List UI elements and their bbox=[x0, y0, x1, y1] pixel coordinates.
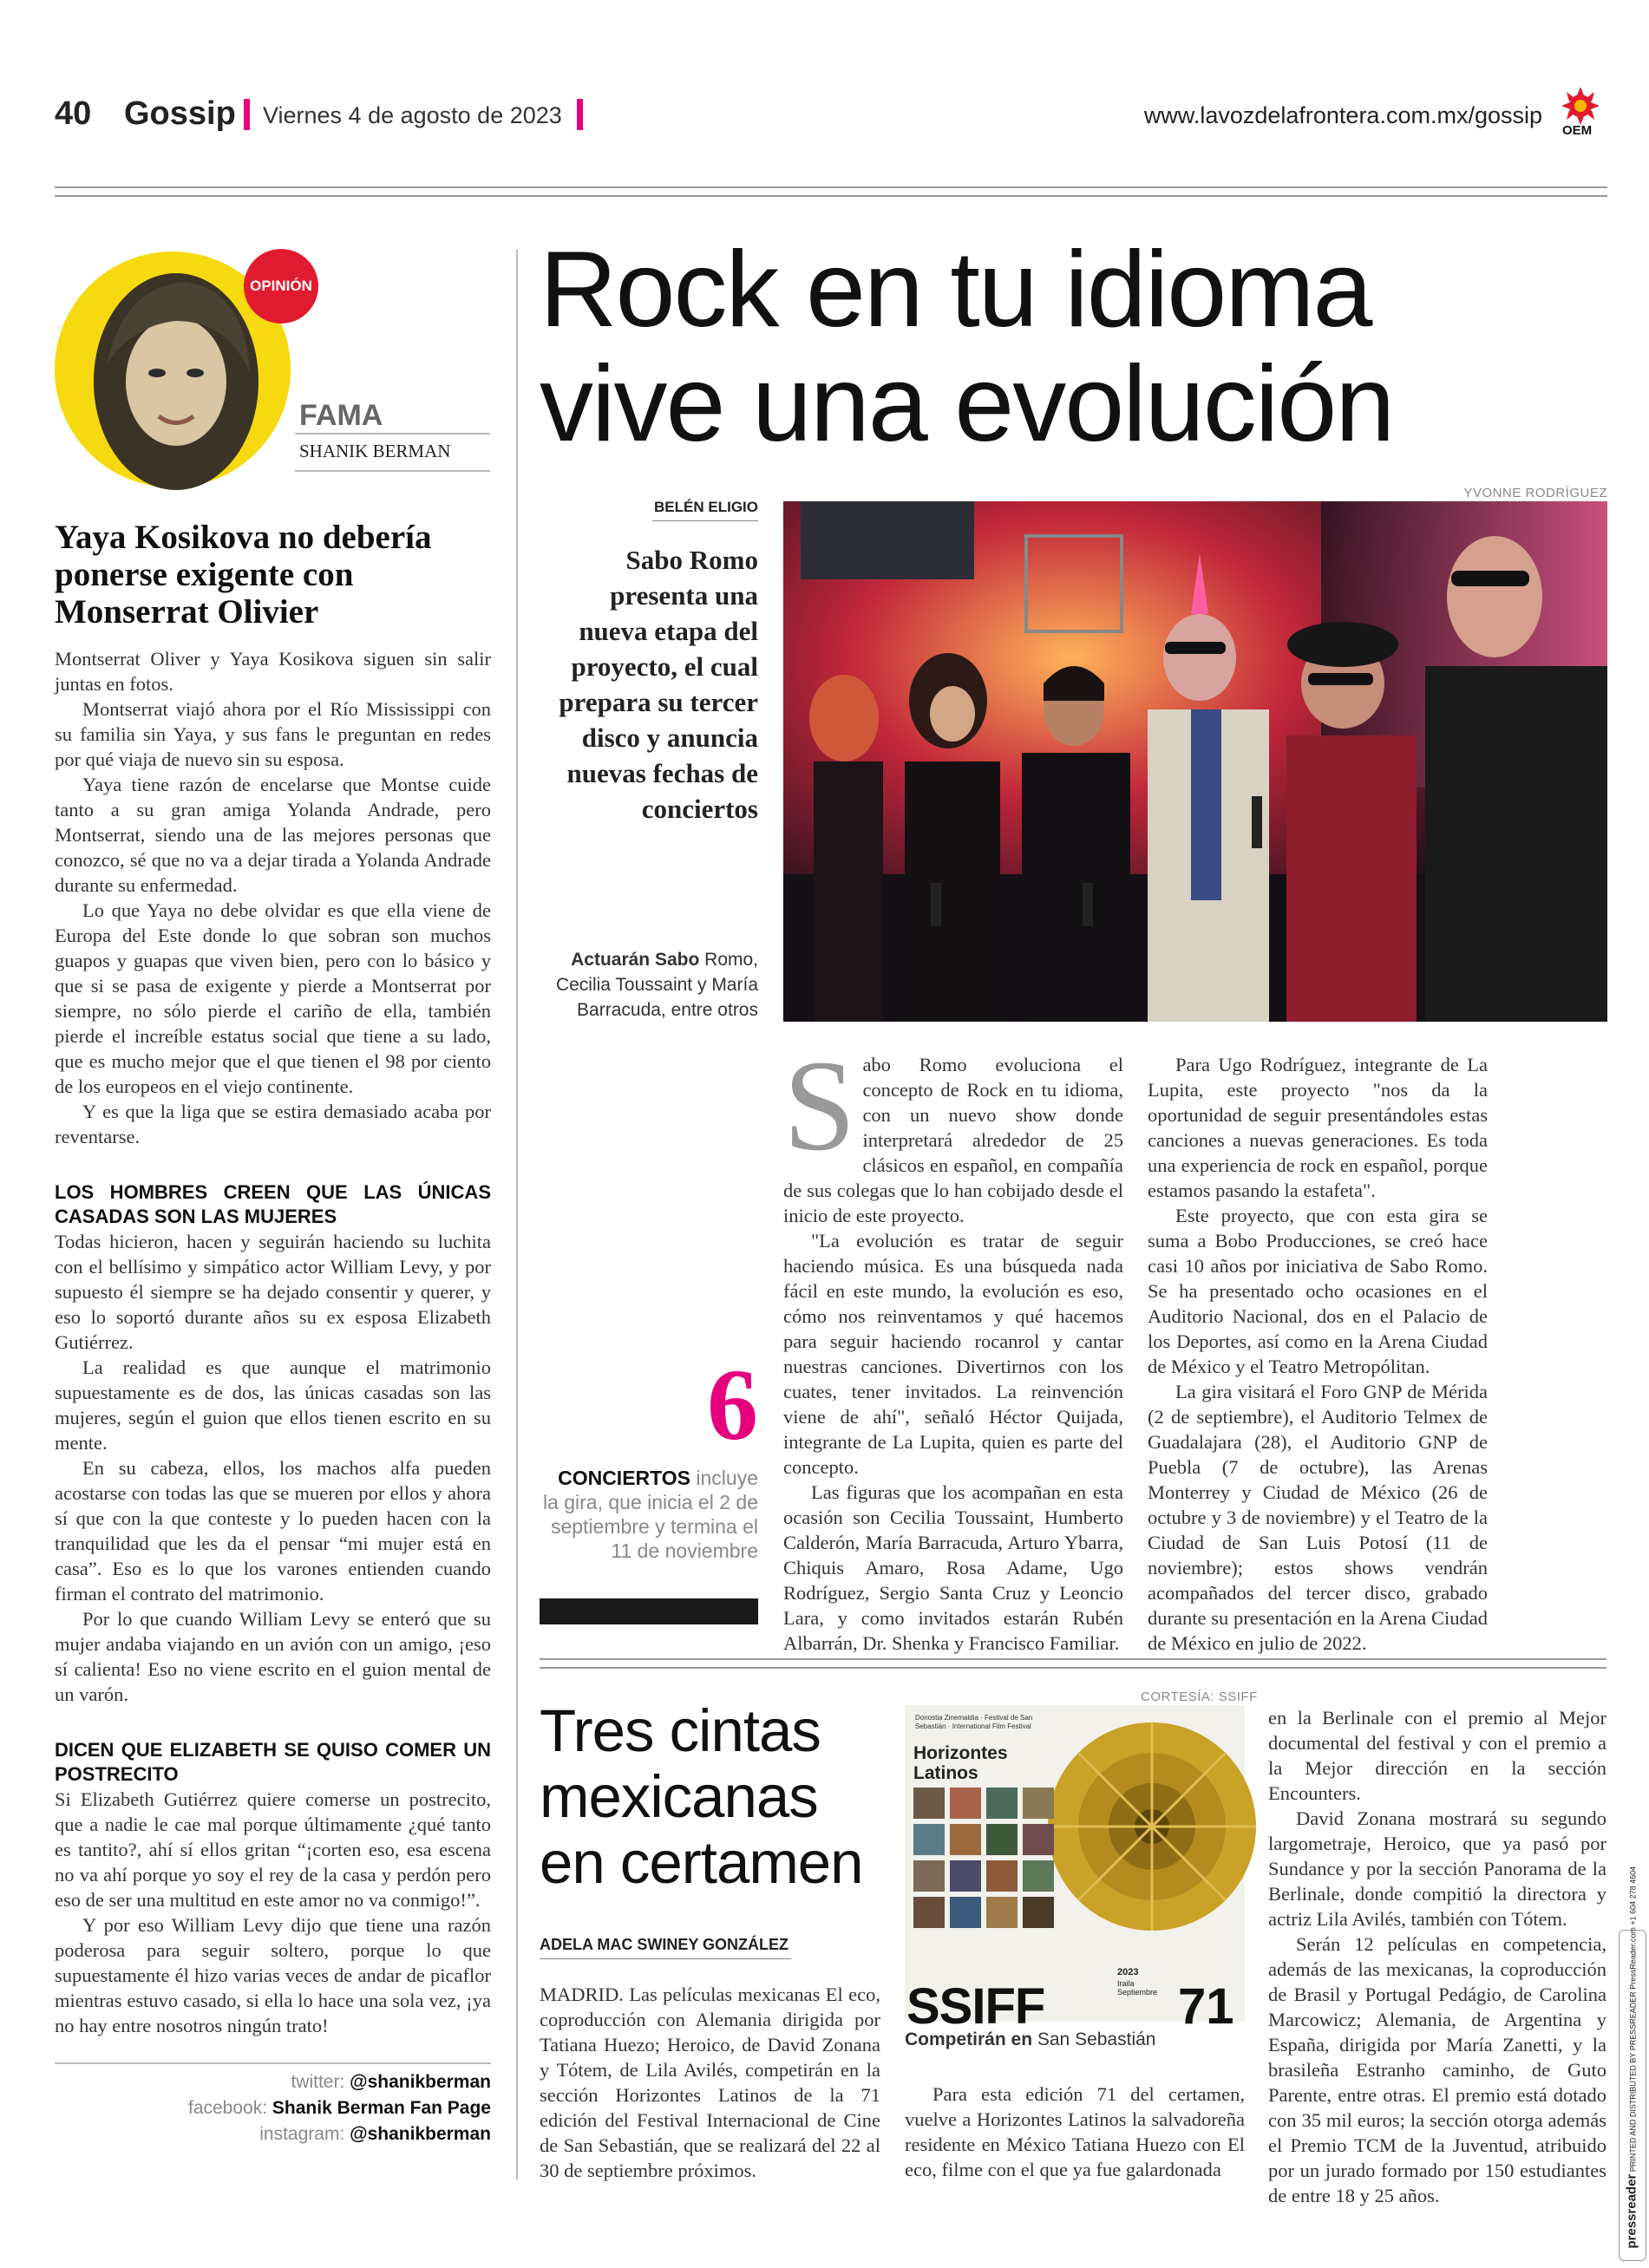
second-paragraph: MADRID. Las películas mexicanas El eco, coproducción con Alemania dirigida por Tatiana Huezo; Heroico, de David Zonana y Tótem, de Lila Avilés, competirán en la sección Horizontes Latinos de la 71 edición del Festival Internacional de Cine de San Sebastián, que se realizará del 22 al 30 de septiembre próximos. bbox=[540, 1984, 880, 2181]
poster-caption-bold: Competirán en bbox=[905, 2029, 1033, 2049]
pressreader-brand: pressreader bbox=[1624, 2173, 1639, 2249]
oem-logo bbox=[1554, 85, 1607, 139]
main-body-col-2 bbox=[1148, 1052, 1488, 1656]
drop-cap: S bbox=[783, 1034, 856, 1178]
opinion-section-1 bbox=[55, 646, 491, 1149]
main-paragraph: "La evolución es tratar de seguir haciendo música. Es una búsqueda nada fácil en este mundo, la evolución es eso, cómo nos reinventamos y qué hacemos para seguir haciendo rocanrol y cantar nuestras canciones. Divertirnos con los cuates, tener invitados. La reinvención viene de ahí", señaló Héctor Quijada, integrante de La Lupita, quien es parte del concepto. bbox=[783, 1230, 1123, 1478]
social-facebook[interactable] bbox=[55, 2095, 491, 2121]
header-rule-bottom bbox=[55, 195, 1607, 197]
opinion-badge-label: OPINIÓN bbox=[250, 278, 312, 294]
poster-caption-text: San Sebastián bbox=[1032, 2029, 1156, 2049]
pressreader-line-2: PressReader.com +1 604 278 4604 bbox=[1628, 1866, 1638, 1990]
main-headline bbox=[540, 230, 1606, 464]
poster-dates: Iraila Septiembre bbox=[1117, 1979, 1158, 1997]
main-photo-credit: YVONNE RODRÍGUEZ bbox=[1463, 486, 1607, 500]
column-divider bbox=[516, 250, 518, 2180]
second-byline-rule bbox=[540, 1958, 791, 1959]
issue-date: Viernes 4 de agosto de 2023 bbox=[263, 102, 562, 128]
second-byline: ADELA MAC SWINEY GONZÁLEZ bbox=[540, 1936, 789, 1953]
opinion-paragraph: Por lo que cuando William Levy se enteró que su mujer andaba viajando en un avión con un amigo, ¡eso sí calienta! Eso no viene escrito en el guion mental de un varón. bbox=[55, 1608, 491, 1705]
social-links bbox=[55, 2069, 491, 2147]
story-rule-bottom bbox=[540, 1667, 1606, 1669]
stat-text bbox=[540, 1466, 758, 1563]
second-photo-credit: CORTESÍA: SSIFF bbox=[1141, 1690, 1258, 1704]
main-paragraph: Las figuras que los acompañan en esta ocasión son Cecilia Toussaint, Humberto Calderón, María Barracuda, Arturo Ybarra, Chiquis Amaro, Rosa Adame, Ugo Rodríguez, Sergio Santa Cruz y Leoncio Lara, y como invitados estarán Rubén Albarrán, Dr. Shenka y Francisco Familiar. bbox=[783, 1481, 1123, 1654]
oem-logo-text: OEM bbox=[1562, 123, 1593, 138]
opinion-paragraph: En su cabeza, ellos, los machos alfa pueden acostarse con todas las que se mueren por ellos y ahora sí que con la que conteste y lo pueden hacen con la tranquilidad que les da el pensar “mi mujer está en casa”. Eso es lo que los varones entienden cuando firman el contrato del matrimonio. bbox=[55, 1457, 491, 1605]
poster-festival-header: Donostia Zinemaldia · Festival de San Sebastián · International Film Festival bbox=[915, 1714, 1033, 1730]
opinion-paragraph: La realidad es que aunque el matrimonio supuestamente es de dos, las únicas casadas son las mujeres, según el guion que ellos tienen escrito en su mente. bbox=[55, 1356, 491, 1454]
social-handle: @shanikberman bbox=[350, 2072, 491, 2092]
opinion-headline: Yaya Kosikova no debería ponerse exigente con Monserrat Olivier bbox=[55, 519, 432, 631]
poster-caption bbox=[905, 2029, 1245, 2050]
social-label: facebook: bbox=[187, 2098, 268, 2118]
header-rule-top bbox=[55, 186, 1607, 188]
second-body-col-2 bbox=[905, 2082, 1245, 2182]
main-paragraph: La gira visitará el Foro GNP de Mérida (2 de septiembre), el Auditorio Telmex de Guadalajara (28), el Auditorio GNP de Puebla (7 de octubre), las Arenas Monterrey y Ciudad de México (26 de octubre y 3 de noviembre) y el Teatro de la Ciudad de San Luis Potosí (11 de noviembre); estos shows vendrán acompañados del tercer disco, grabado durante su presentación en la Arena Ciudad de México en julio de 2022. bbox=[1148, 1381, 1488, 1654]
opinion-subhead: LOS HOMBRES CREEN QUE LAS ÚNICAS CASADAS SON LAS MUJERES bbox=[55, 1181, 491, 1227]
opinion-paragraph: Lo que Yaya no debe olvidar es que ella viene de Europa del Este donde lo que sobran son muchos guapos y guapas que viven bien, pero con lo básico y que si se pasa de exigente y pierde a Montserrat por siempre, no sólo pierde el cariño de ella, también pierde el increíble estatus social que tiene a su lado, que es mucho mejor que el que tienen el 98 por ciento de los europeos en el viejo continente. bbox=[55, 899, 491, 1097]
opinion-subhead: DICEN QUE ELIZABETH SE QUISO COMER UN POSTRECITO bbox=[55, 1739, 491, 1785]
opinion-paragraph: Y por eso William Levy dijo que tiene una razón poderosa para seguir soltero, porque lo que supuestamente él hizo varias veces de andar de picaflor mientras estuvo casado, si ella lo hace una sola vez, ¡ya no hay entre nosotros ningún trato! bbox=[55, 1914, 491, 2036]
social-label: instagram: bbox=[259, 2124, 345, 2144]
second-paragraph: Para esta edición 71 del certamen, vuelve a Horizontes Latinos la salvadoreña residente en México Tatiana Huezo con El eco, filme con el que ya fue galardonada bbox=[905, 2083, 1245, 2180]
social-instagram[interactable] bbox=[55, 2121, 491, 2147]
header-divider-2 bbox=[577, 99, 583, 130]
opinion-badge bbox=[244, 249, 318, 324]
main-paragraph: Este proyecto, que con esta gira se suma a Bobo Producciones, se creó hace casi 10 años por iniciativa de Sabo Romo. Se ha presentado ocho ocasiones en el Auditorio Nacional, dos en el Palacio de los Deportes, así como en la Arena Ciudad de México y el Teatro Metropólitan. bbox=[1148, 1205, 1488, 1377]
main-headline-line-2: vive una evolución bbox=[540, 344, 1394, 464]
second-headline: Tres cintas mexicanas en certamen bbox=[540, 1697, 863, 1896]
columnist-name: SHANIK BERMAN bbox=[299, 441, 451, 461]
column-rule bbox=[295, 433, 490, 435]
opinion-paragraph: Montserrat Oliver y Yaya Kosikova siguen sin salir juntas en fotos. bbox=[55, 648, 491, 695]
main-body-col-1 bbox=[783, 1034, 1123, 1656]
second-paragraph: Serán 12 películas en competencia, además de las mexicanas, la coproducción de Brasil y Portugal Pedágio, de Carolina Marcowicz; Alemania, de Argentina y España, dirigida por María Zanetti, y la brasileña Estranho caminho, de Guto Parente, entre otras. El premio está dotado con 35 mil euros; la sección otorga además el Premio TCM de la Juventud, atribuido por un jurado formado por 150 estudiantes de entre 18 y 25 años. bbox=[1268, 1933, 1606, 2206]
page-header bbox=[55, 95, 1607, 137]
main-headline-line-1: Rock en tu idioma bbox=[540, 230, 1371, 350]
opinion-section-2 bbox=[55, 1229, 491, 1707]
poster-title: Horizontes Latinos bbox=[913, 1743, 1008, 1783]
social-handle: @shanikberman bbox=[350, 2124, 491, 2144]
social-handle: Shanik Berman Fan Page bbox=[272, 2098, 491, 2118]
main-photo-caption bbox=[540, 947, 758, 1023]
main-first-paragraph bbox=[783, 1034, 1123, 1228]
festival-poster bbox=[905, 1705, 1245, 2035]
pressreader-line-1: PRINTED AND DISTRIBUTED BY PRESSREADER bbox=[1628, 1991, 1638, 2173]
second-paragraph: en la Berlinale con el premio al Mejor documental del festival y con el premio a la Mejor dirección en la sección Encounters. bbox=[1268, 1707, 1606, 1804]
caption-bold: Actuarán Sabo bbox=[571, 950, 700, 970]
main-byline: BELÉN ELIGIO bbox=[654, 499, 758, 515]
poster-edition: 71 bbox=[1178, 1978, 1234, 2035]
main-photo bbox=[783, 501, 1607, 1022]
opinion-paragraph: Todas hicieron, hacen y seguirán haciendo su luchita con el bellísimo y simpático actor William Levy, y por supuesto él siempre se ha dejado consentir y querer, y eso lo soportó durante años su ex esposa Elizabeth Gutiérrez. bbox=[55, 1231, 491, 1353]
section-name: Gossip bbox=[124, 95, 236, 132]
pressreader-stamp bbox=[1619, 1866, 1646, 2261]
second-body-col-3 bbox=[1268, 1705, 1606, 2208]
social-label: twitter: bbox=[291, 2072, 345, 2092]
opinion-section-3 bbox=[55, 1787, 491, 2038]
column-name: FAMA bbox=[299, 399, 383, 432]
story-rule-top bbox=[540, 1658, 1606, 1660]
column-rule-2 bbox=[295, 470, 490, 472]
main-paragraph: Para Ugo Rodríguez, integrante de La Lupita, este proyecto "nos da la oportunidad de seguir presentándoles estas canciones a nuevas generaciones. Es toda una experiencia de rock en español, porque estamos pasando la estafeta". bbox=[1148, 1054, 1488, 1201]
byline-rule bbox=[652, 520, 758, 521]
first-paragraph-text: abo Romo evoluciona el concepto de Rock en tu idioma, con un nuevo show donde interpretará alrededor de 25 clásicos en español, en compañía de sus colegas que lo han cobijado desde el inicio de este proyecto. bbox=[783, 1054, 1123, 1226]
opinion-paragraph: Montserrat viajó ahora por el Río Mississippi con su familia sin Yaya, y sus fans le preguntan en redes por qué viaja de nuevo sin su esposa. bbox=[55, 698, 491, 770]
stat-detail: incluye la gira, que inicia el 2 de septiembre y termina el 11 de noviembre bbox=[542, 1467, 758, 1562]
stat-bar bbox=[540, 1598, 758, 1624]
second-body-col-1 bbox=[540, 1982, 880, 2183]
main-deck: Sabo Romo presenta una nueva etapa del proyecto, el cual prepara su tercer disco y anuncia nuevas fechas de conciertos bbox=[559, 545, 758, 824]
page-number: 40 bbox=[55, 95, 92, 132]
opinion-body bbox=[55, 646, 491, 2038]
stat-number: 6 bbox=[707, 1348, 758, 1461]
header-divider bbox=[244, 99, 250, 130]
poster-ssiff: SSIFF bbox=[906, 1978, 1045, 2035]
opinion-paragraph: Si Elizabeth Gutiérrez quiere comerse un postrecito, que a nadie le cae mal porque últimamente ¿qué tanto es tantito?, ahí sí ellos gritan “¡corten eso, esa escena no va ahí porque yo soy el rey de la casa y perdón pero eso de ser una multitud en este amor no va conmigo!”. bbox=[55, 1788, 491, 1911]
social-twitter[interactable] bbox=[55, 2069, 491, 2095]
opinion-paragraph: Yaya tiene razón de encelarse que Montse cuide tanto a su gran amiga Yolanda Andrade, pero Montserrat, siendo una de las mejores personas que conozco, sé que no va a dejar tirada a Yolanda Andrade durante su enfermedad. bbox=[55, 774, 491, 896]
opinion-paragraph: Y es que la liga que se estira demasiado acaba por reventarse. bbox=[55, 1101, 491, 1147]
stat-bold: CONCIERTOS bbox=[558, 1467, 691, 1489]
poster-year: 2023 bbox=[1117, 1967, 1139, 1977]
caption-text: Romo, Cecilia Toussaint y María Barracuda, entre otros bbox=[555, 950, 758, 1020]
site-url[interactable]: www.lavozdelafrontera.com.mx/gossip bbox=[1143, 102, 1542, 128]
second-paragraph: David Zonana mostrará su segundo largometraje, Heroico, que ya pasó por Sundance y por la sección Panorama de la Berlinale, donde compitió la directora y actriz Lila Avilés, también con Tótem. bbox=[1268, 1807, 1606, 1930]
social-rule bbox=[55, 2062, 491, 2064]
